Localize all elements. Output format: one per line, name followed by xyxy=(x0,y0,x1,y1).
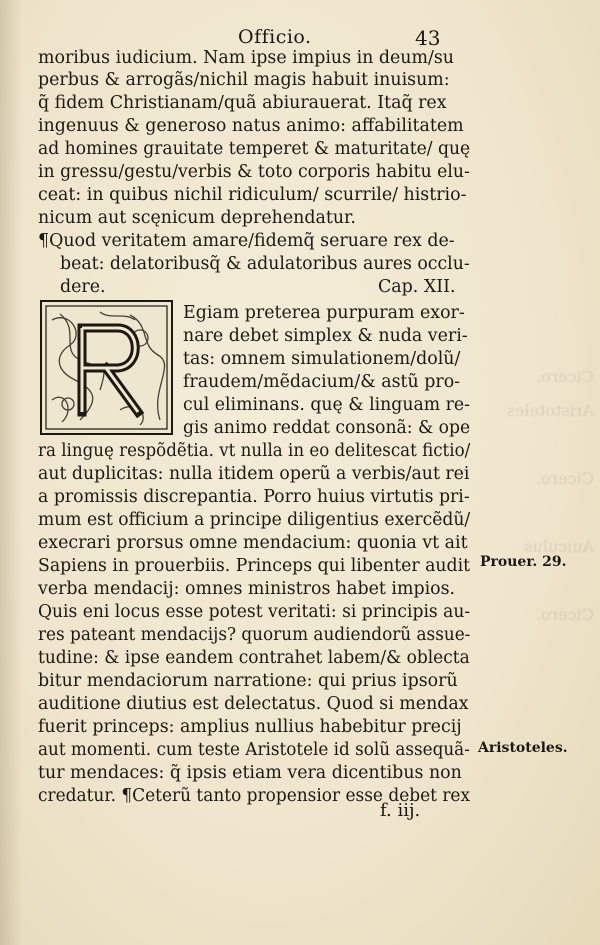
text-line: ad homines grauitate temperet & maturitate/ quę xyxy=(38,139,471,159)
text-line: execrari prorsus omne mendacium: quonia vt ait xyxy=(38,533,468,553)
text-line: tur mendaces: q̃ ipsis etiam vera dicentibus non xyxy=(38,763,462,783)
text-line: Egiam preterea purpuram exor- xyxy=(183,303,465,323)
text-line: ra linguę respõdẽtia. vt nulla in eo delitescat fictio/ xyxy=(38,441,471,461)
text-line: nare debet simplex & nuda veri- xyxy=(183,326,468,346)
running-title: Officio. xyxy=(238,26,312,48)
text-line: aut duplicitas: nulla itidem operũ a verbis/aut rei xyxy=(38,464,470,484)
text-line: gis animo reddat consonã: & ope xyxy=(183,418,471,438)
chapter-heading-line: beat: delatoribusq̃ & adulatoribus aures occlu- xyxy=(60,254,470,274)
text-line: verba mendacij: omnes ministros habet impios. xyxy=(38,579,456,599)
text-line: Quis eni locus esse potest veritati: si principis au- xyxy=(38,602,471,622)
text-line: in gressu/gestu/verbis & toto corporis habitu elu- xyxy=(38,162,470,182)
chapter-heading-line: dere. xyxy=(60,277,106,297)
marginal-note: Aristoteles. xyxy=(478,740,568,756)
text-line: tudine: & ipse eandem contrahet labem/& oblecta xyxy=(38,648,470,668)
show-through: Cicero. Aristoteles Cicero. Auiculus Cicero. xyxy=(506,367,594,624)
text-line: a promissis discrepantia. Porro huius virtutis pri- xyxy=(38,487,470,507)
text-line: ceat: in quibus nichil ridiculum/ scurrile/ histrio- xyxy=(38,185,467,205)
text-line: q̃ fidem Christianam/quã abiurauerat. Itaq̃ rex xyxy=(38,93,447,113)
text-line: fraudem/mẽdacium/& astũ pro- xyxy=(183,372,461,392)
text-line: credatur. ¶Ceterũ tanto propensior esse debet rex xyxy=(38,786,471,806)
text-line: Sapiens in prouerbiis. Princeps qui libenter audit xyxy=(38,556,471,576)
text-line: tas: omnem simulationem/dolũ/ xyxy=(183,349,461,369)
text-line: fuerit princeps: amplius nullius habebitur precij xyxy=(38,717,462,737)
text-line: res pateant mendacijs? quorum audiendorũ assue- xyxy=(38,625,471,645)
chapter-label: Cap. XII. xyxy=(378,277,456,297)
signature-mark: f. iij. xyxy=(380,800,421,821)
text-line: moribus iudicium. Nam ipse impius in deum/su xyxy=(38,48,454,68)
text-line: ingenuus & generoso natus animo: affabilitatem xyxy=(38,116,464,136)
text-line: perbus & arrogãs/nichil magis habuit inuisum: xyxy=(38,70,450,90)
text-line: cul eliminans. quę & linguam re- xyxy=(183,395,470,415)
text-line: nicum aut scęnicum deprehendatur. xyxy=(38,208,356,228)
text-line: mum est officium a principe diligentius exercẽdũ/ xyxy=(38,510,471,530)
marginal-note: Prouer. 29. xyxy=(480,554,567,570)
text-line: auditione diutius est delectatus. Quod si mendax xyxy=(38,694,469,714)
gutter-shadow xyxy=(0,0,22,945)
decorated-initial-icon xyxy=(40,300,173,435)
text-line: bitur mendaciorum narratione: qui prius ipsorũ xyxy=(38,671,458,691)
folio-number: 43 xyxy=(415,26,441,50)
text-line: aut momenti. cum teste Aristotele id solũ assequã- xyxy=(38,740,470,760)
chapter-heading-line: ¶Quod veritatem amare/fidemq̃ seruare rex de- xyxy=(38,231,455,251)
